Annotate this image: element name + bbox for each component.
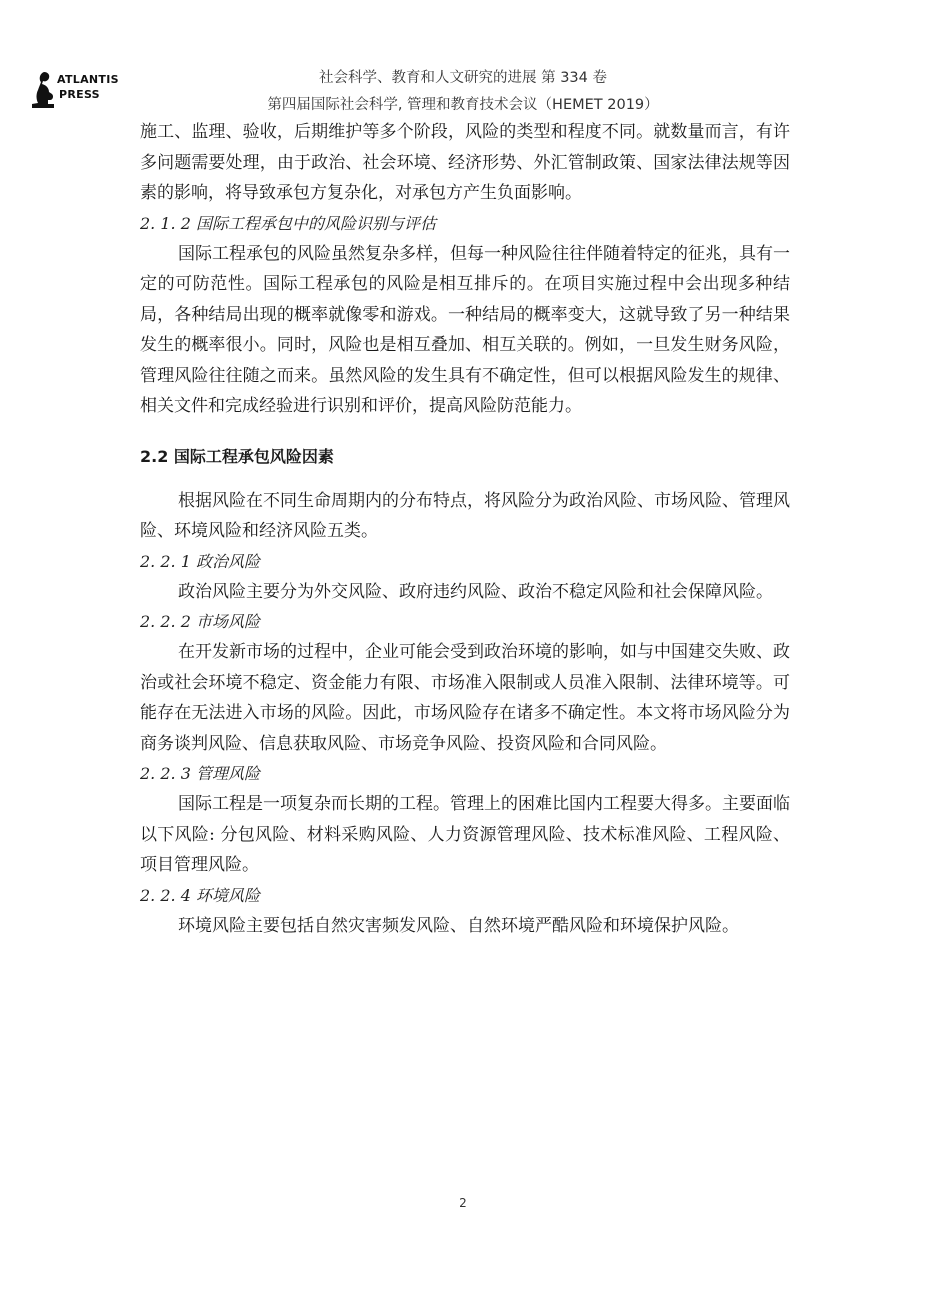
thinker-logo-icon [30, 70, 56, 110]
subsection-heading-2-2-2: 2. 2. 2 市场风险 [140, 612, 260, 631]
subsection-heading-2-1-2: 2. 1. 2 国际工程承包中的风险识别与评估 [140, 213, 436, 233]
section-heading-2-2: 2.2 国际工程承包风险因素 [140, 446, 334, 466]
subsection-heading-2-2-3: 2. 2. 3 管理风险 [140, 764, 260, 783]
paragraph-management-risk: 国际工程是一项复杂而长期的工程。管理上的困难比国内工程要大得多。主要面临以下风险: 分包风险、材料采购风险、人力资源管理风险、技术标准风险、工程风险、项目管理风险。 [140, 794, 790, 875]
logo-line-1: ATLANTIS [57, 73, 119, 86]
subsection-heading-2-2-4: 2. 2. 4 环境风险 [140, 885, 260, 905]
logo-wordmark [57, 72, 119, 102]
running-header-line-2: 第四届国际社会科学, 管理和教育技术会议（HEMET 2019） [267, 97, 659, 113]
paragraph-continued: 施工、监理、验收，后期维护等多个阶段，风险的类型和程度不同。就数量而言，有许多问题需要处理，由于政治、社会环境、经济形势、外汇管制政策、国家法律法规等因素的影响，将导致承包方复杂化，对承包方产生负面影响。 [140, 122, 790, 203]
logo-line-2: PRESS [59, 88, 100, 101]
page-body [140, 117, 790, 941]
paragraph-political-risk: 政治风险主要分为外交风险、政府违约风险、政治不稳定风险和社会保障风险。 [178, 581, 773, 602]
paragraph-environmental-risk: 环境风险主要包括自然灾害频发风险、自然环境严酷风险和环境保护风险。 [178, 915, 739, 936]
paragraph-risk-categories: 根据风险在不同生命周期内的分布特点，将风险分为政治风险、市场风险、管理风险、环境风险和经济风险五类。 [140, 490, 790, 541]
running-header-line-1: 社会科学、教育和人文研究的进展 第 334 卷 [318, 70, 607, 86]
atlantis-press-logo [30, 70, 130, 110]
paragraph-market-risk: 在开发新市场的过程中，企业可能会受到政治环境的影响，如与中国建交失败、政治或社会环境不稳定、资金能力有限、市场准入限制或人员准入限制、法律环境等。可能存在无法进入市场的风险。因此，市场风险存在诸多不确定性。本文将市场风险分为商务谈判风险、信息获取风险、市场竞争风险、投资风险和合同风险。 [140, 642, 790, 754]
page-number: 2 [459, 1196, 467, 1210]
subsection-heading-2-2-1: 2. 2. 1 政治风险 [140, 551, 260, 571]
paragraph-risk-identification: 国际工程承包的风险虽然复杂多样，但每一种风险往往伴随着特定的征兆，具有一定的可防范性。国际工程承包的风险是相互排斥的。在项目实施过程中会出现多种结局，各种结局出现的概率就像零和游戏。一种结局的概率变大，这就导致了另一种结果发生的概率很小。同时，风险也是相互叠加、相互关联的。例如，一旦发生财务风险，管理风险往往随之而来。虽然风险的发生具有不确定性，但可以根据风险发生的规律、相关文件和完成经验进行识别和评价，提高风险防范能力。 [140, 243, 790, 416]
